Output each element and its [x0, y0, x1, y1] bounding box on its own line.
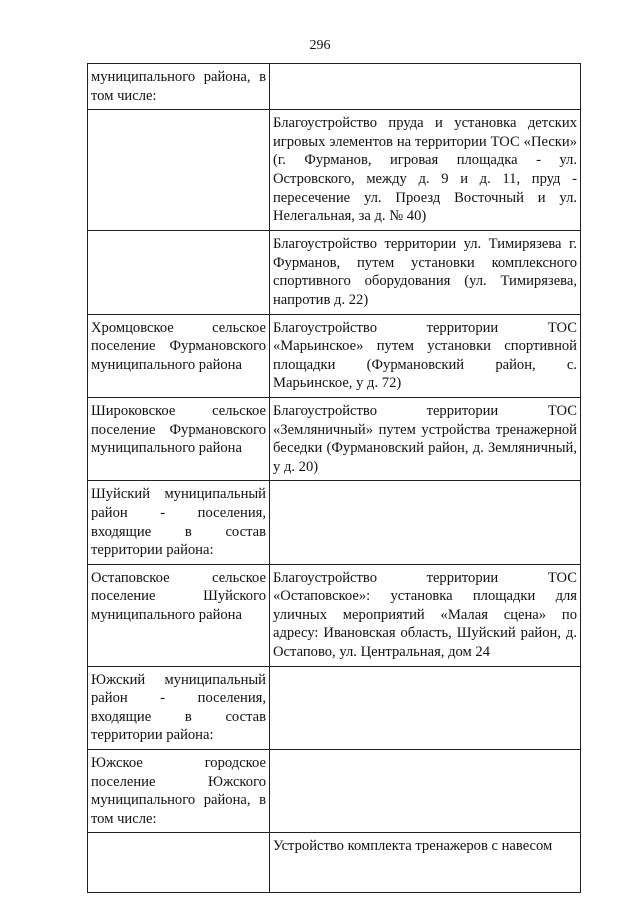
table-row: [88, 481, 581, 564]
project-cell: [270, 481, 581, 564]
municipality-cell: Южское городское поселение Южского муниципального района, в том числе:: [88, 750, 270, 833]
project-cell: [270, 750, 581, 833]
table-row: [88, 833, 581, 893]
page-number: 296: [309, 38, 331, 53]
table-row: [88, 666, 581, 749]
project-cell: Благоустройство территории ТОС «Земляничный» путем устройства тренажерной беседки (Фурмановский район, д. Земляничный, у д. 20): [270, 397, 581, 480]
table-row: [88, 564, 581, 666]
municipality-cell: Южский муниципальный район - поселения, входящие в состав территории района:: [88, 666, 270, 749]
project-cell: Благоустройство территории ТОС «Марьинское» путем установки спортивной площадки (Фурмановский район, с. Марьинское, у д. 72): [270, 314, 581, 397]
municipality-cell: муниципального района, в том числе:: [88, 64, 270, 110]
project-cell: [270, 64, 581, 110]
program-table: [87, 63, 581, 893]
project-cell: Благоустройство территории ул. Тимирязева г. Фурманов, путем установки комплексного спортивного оборудования (ул. Тимирязева, напротив д. 22): [270, 231, 581, 314]
project-cell: [270, 666, 581, 749]
municipality-cell: Шуйский муниципальный район - поселения, входящие в состав территории района:: [88, 481, 270, 564]
municipality-cell: [88, 110, 270, 231]
municipality-cell: Широковское сельское поселение Фурмановского муниципального района: [88, 397, 270, 480]
table-row: [88, 231, 581, 314]
table-row: [88, 750, 581, 833]
table-row: [88, 64, 581, 110]
municipality-cell: Хромцовское сельское поселение Фурмановского муниципального района: [88, 314, 270, 397]
project-cell: Устройство комплекта тренажеров с навесом: [270, 833, 581, 893]
project-cell: Благоустройство пруда и установка детских игровых элементов на территории ТОС «Пески» (г. Фурманов, игровая площадка - ул. Островского, между д. 9 и д. 11, пруд - пересечение ул. Проезд Восточный и ул. Нелегальная, за д. № 40): [270, 110, 581, 231]
table-row: [88, 314, 581, 397]
municipality-cell: Остаповское сельское поселение Шуйского муниципального района: [88, 564, 270, 666]
table-row: [88, 397, 581, 480]
project-cell: Благоустройство территории ТОС «Остаповское»: установка площадки для уличных мероприятий «Малая сцена» по адресу: Ивановская область, Шуйский район, д. Остапово, ул. Центральная, дом 24: [270, 564, 581, 666]
municipality-cell: [88, 231, 270, 314]
table-row: [88, 110, 581, 231]
municipality-cell: [88, 833, 270, 893]
